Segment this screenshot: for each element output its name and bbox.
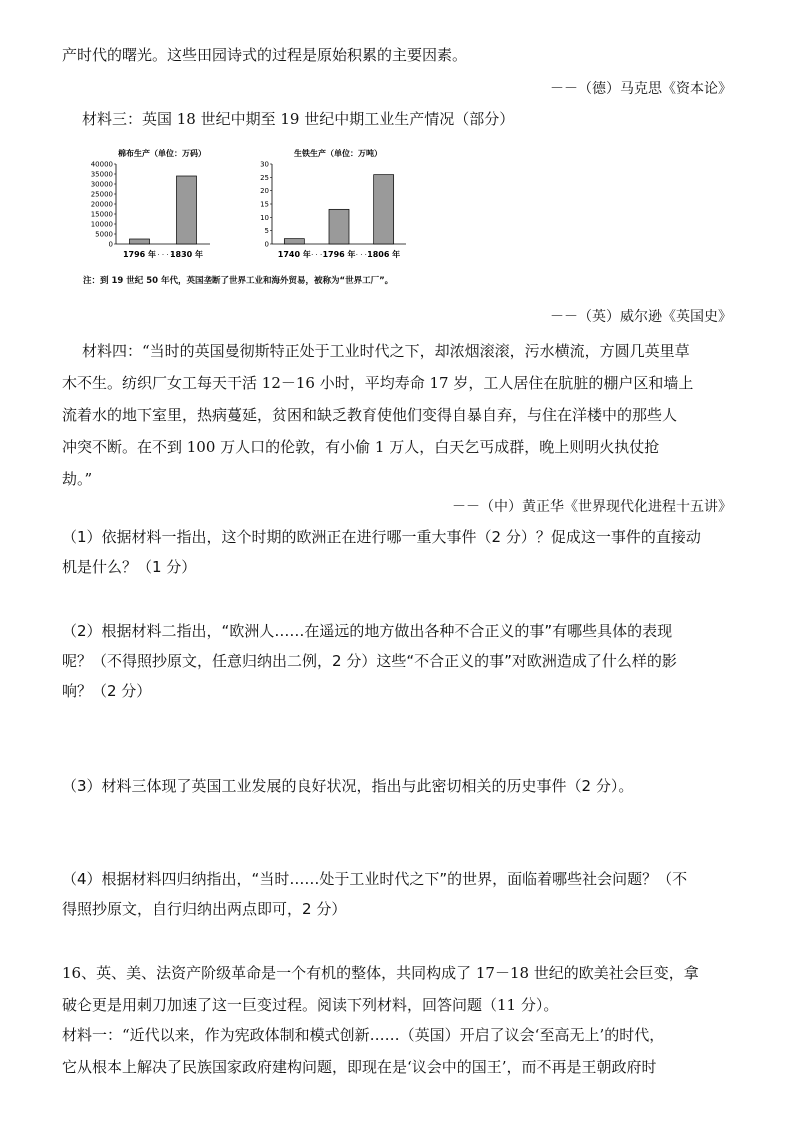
question-4: 得照抄原文，自行归纳出两点即可，2 分） [62,900,347,918]
y-tick-label: 25 [260,173,269,182]
x-category-label: 1796 年 [122,250,157,259]
y-tick-label: 25000 [90,190,113,199]
question-2: 呢？（不得照抄原文，任意归纳出二例，2 分）这些“不合正义的事”对欧洲造成了什么样的影 [62,652,677,670]
y-tick-label: 10 [260,213,269,222]
axis-gap-dots: · · · · · [351,251,372,259]
chart-title: 生铁生产（单位：万吨） [294,149,382,158]
bar [329,209,349,244]
question-1: 机是什么？（1 分） [62,558,197,576]
material3-title: 材料三：英国 18 世纪中期至 19 世纪中期工业生产情况（部分） [82,110,515,128]
question-1: （1）依据材料一指出，这个时期的欧洲正在进行哪一重大事件（2 分）？促成这一事件的直接动 [62,528,701,546]
y-tick-label: 15 [260,200,269,209]
y-tick-label: 40000 [90,160,113,169]
material4-line: 木不生。纺织厂女工每天干活 12－16 小时，平均寿命 17 岁，工人居住在肮脏的棚户区和墙上 [62,374,694,392]
x-category-label: 1830 年 [169,250,204,259]
material4-line: 流着水的地下室里，热病蔓延，贫困和缺乏教育使他们变得自暴自弃，与住在洋楼中的那些人 [62,406,678,424]
q16-line: 16、英、美、法资产阶级革命是一个有机的整体，共同构成了 17－18 世纪的欧美社会巨变，拿 [62,964,699,982]
question-4: （4）根据材料四归纳指出，“当时……处于工业时代之下”的世界，面临着哪些社会问题？（不 [62,870,688,888]
source-citation: －－（英）威尔逊《英国史》 [550,309,732,325]
q16-line: 它从根本上解决了民族国家政府建构问题，即现在是‘议会中的国王’，而不再是王朝政府时 [62,1058,657,1076]
question-2: （2）根据材料二指出，“欧洲人……在遥远的地方做出各种不合正义的事”有哪些具体的表现 [62,622,673,640]
q16-line: 材料一：“近代以来，作为宪政体制和模式创新……（英国）开启了议会‘至高无上’的时代， [62,1026,665,1044]
cotton-production-chart [80,148,250,268]
y-tick-label: 20000 [90,200,113,209]
source-citation: －－（中）黄正华《世界现代化进程十五讲》 [452,499,732,515]
question-3: （3）材料三体现了英国工业发展的良好状况，指出与此密切相关的历史事件（2 分）。 [62,777,634,795]
bar [130,239,150,244]
x-category-label: 1740 年 [277,250,311,259]
chart-title: 棉布生产（单位：万码） [118,149,206,158]
source-citation: －－（德）马克思《资本论》 [550,81,732,97]
bar [374,175,394,244]
text-line: 产时代的曙光。这些田园诗式的过程是原始积累的主要因素。 [62,46,468,64]
y-tick-label: 35000 [90,170,113,179]
x-category-label: 1796 年 [322,250,356,259]
bar [284,239,304,244]
axis-gap-dots: · · · · · [152,251,174,259]
y-tick-label: 0 [264,240,269,249]
y-tick-label: 5000 [95,230,113,239]
y-tick-label: 30 [260,160,269,169]
y-tick-label: 0 [108,240,113,249]
bar [177,176,197,244]
y-tick-label: 10000 [90,220,113,229]
y-tick-label: 5 [264,227,269,236]
iron-production-chart [256,148,426,268]
axis-gap-dots: · · · · · [306,251,327,259]
chart-note: 注：到 19 世纪 50 年代，英国垄断了世界工业和海外贸易，被称为“世界工厂”。 [83,276,394,286]
question-2: 响？（2 分） [62,682,152,700]
material4-line: 材料四：“当时的英国曼彻斯特正处于工业时代之下，却浓烟滚滚，污水横流，方圆几英里草 [82,342,690,360]
x-category-label: 1806 年 [367,250,401,259]
y-tick-label: 30000 [90,180,113,189]
material4-line: 冲突不断。在不到 100 万人口的伦敦，有小偷 1 万人，白天乞丐成群，晚上则明火执仗抢 [62,438,660,456]
q16-line: 破仑更是用刺刀加速了这一巨变过程。阅读下列材料，回答问题（11 分）。 [62,996,559,1014]
y-tick-label: 20 [260,187,269,196]
y-tick-label: 15000 [90,210,113,219]
material4-line: 劫。” [62,470,93,488]
